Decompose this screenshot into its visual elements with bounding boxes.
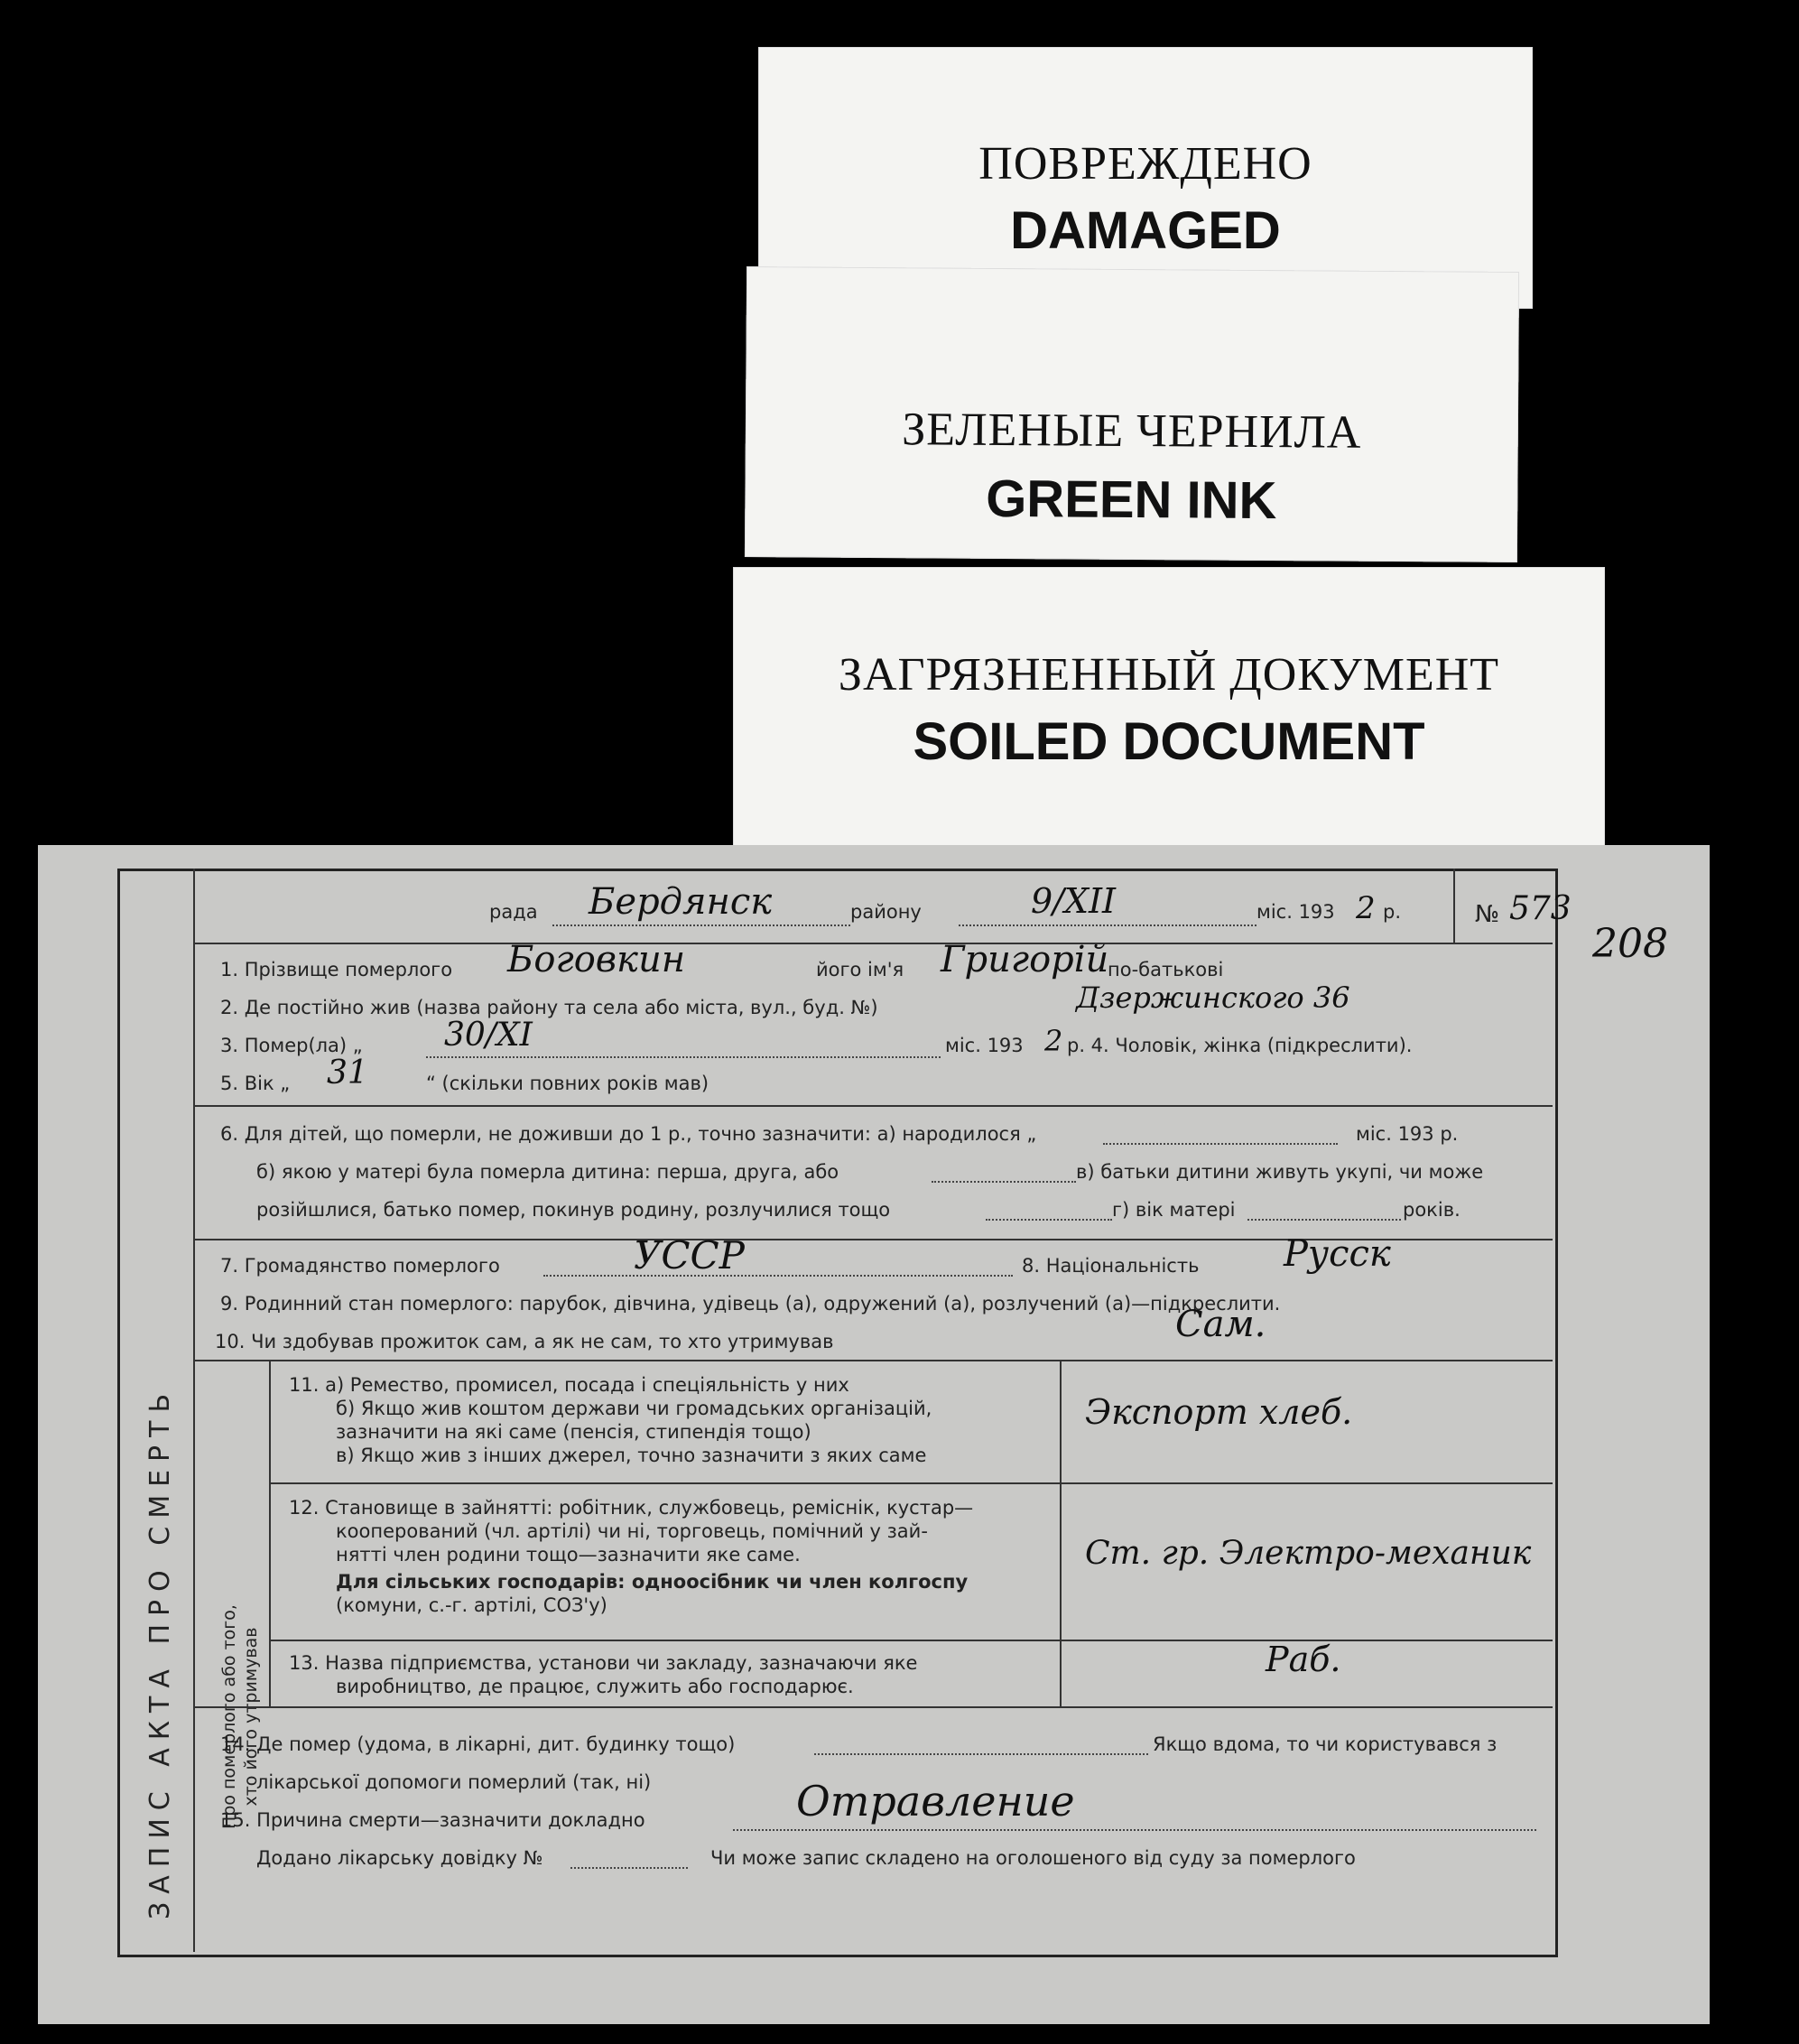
- row-12-line-5: (комуни, с.-г. артілі, СОЗ'у): [336, 1594, 607, 1616]
- side-number-handwritten: 208: [1592, 921, 1668, 967]
- damaged-label-ru: ПОВРЕЖДЕНО: [978, 138, 1312, 190]
- side-title: ЗАПИС АКТА ПРО СМЕРТЬ: [144, 1385, 176, 1919]
- rada-handwritten: Бердянск: [589, 881, 773, 923]
- occupation-inner-rule: [269, 1360, 271, 1706]
- row-6-dotline-2: [932, 1181, 1076, 1183]
- rada-label: рада: [489, 901, 538, 923]
- row-7-dotline: [543, 1275, 1013, 1277]
- nationality-handwritten: Русск: [1284, 1233, 1391, 1275]
- row-15-dotline: [733, 1829, 1536, 1831]
- occupation-handwritten: Экспорт хлеб.: [1085, 1392, 1353, 1432]
- row-10-label: 10. Чи здобував прожиток сам, а як не сам, то хто утримував: [215, 1331, 834, 1352]
- number-label: №: [1475, 901, 1500, 928]
- green-ink-label: [745, 266, 1519, 562]
- row-11-line-3: зазначити на які саме (пенсія, стипендія тощо): [336, 1421, 811, 1443]
- row-1-patronymic-label: по-батькові: [1108, 959, 1224, 980]
- row-6-mother-age: г) вік матері: [1112, 1199, 1236, 1221]
- occupation-value-rule: [1060, 1360, 1062, 1706]
- certificate-label: Додано лікарську довідку №: [256, 1847, 543, 1869]
- row-14-line-1: 14. Де помер (удома, в лікарні, дит. будинку тощо): [220, 1733, 736, 1755]
- court-record-label: Чи може запис складено на оголошеного від суду за померлого: [710, 1847, 1356, 1869]
- row-6-dotline-3: [986, 1219, 1112, 1221]
- section-rule-4: [193, 1706, 1553, 1708]
- soiled-document-label-en: SOILED DOCUMENT: [913, 712, 1425, 771]
- rayon-label: району: [850, 901, 922, 923]
- address-handwritten: Дзержинского 36: [1076, 980, 1350, 1015]
- row-6-dotline-1: [1103, 1143, 1338, 1145]
- row-6-line-1: 6. Для дітей, що померли, не доживши до 1 р., точно зазначити: а) народилося „: [220, 1123, 1037, 1145]
- soiled-document-label-ru: ЗАГРЯЗНЕННЫЙ ДОКУМЕНТ: [838, 649, 1500, 701]
- side-subtitle-line-1: Про померлого або того,: [219, 1604, 239, 1829]
- row-14-line-2: лікарської допомоги померлий (так, ні): [256, 1771, 652, 1793]
- age-handwritten: 31: [327, 1055, 368, 1092]
- row-2-label: 2. Де постійно жив (назва району та села або міста, вул., буд. №): [220, 997, 878, 1018]
- header-rule: [193, 943, 1553, 944]
- row-8-label: 8. Національність: [1022, 1255, 1200, 1277]
- row-11-line-4: в) Якщо жив з інших джерел, точно зазначити з яких саме: [336, 1445, 927, 1466]
- given-name-handwritten: Григорій: [941, 939, 1109, 980]
- row-14-line-1-end: Якщо вдома, то чи користувався з: [1153, 1733, 1498, 1755]
- year-suffix: р.: [1383, 901, 1402, 923]
- row-6-dotline-4: [1247, 1219, 1401, 1221]
- row-11-line-2: б) Якщо жив коштом держави чи громадських організацій,: [336, 1398, 932, 1419]
- row-15-label: 15. Причина смерти—зазначити докладно: [220, 1809, 645, 1831]
- section-rule-1: [193, 1105, 1553, 1107]
- death-year-handwritten: 2: [1044, 1024, 1063, 1058]
- death-date-handwritten: 30/XI: [444, 1017, 533, 1054]
- surname-handwritten: Боговкин: [507, 939, 686, 980]
- row-12-line-4: Для сільських господарів: одноосібник чи член колгоспу: [336, 1571, 969, 1593]
- number-box-rule: [1453, 869, 1455, 944]
- green-ink-label-en: GREEN INK: [985, 469, 1277, 531]
- row-6-line-1-end: міс. 193 р.: [1356, 1123, 1459, 1145]
- citizenship-handwritten: УССР: [634, 1233, 745, 1278]
- row-6-line-3: розійшлися, батько помер, покинув родину, розлучилися тощо: [256, 1199, 891, 1221]
- left-column-rule: [193, 869, 195, 1952]
- death-record-form: [38, 845, 1710, 2024]
- section-rule-3: [193, 1360, 1553, 1361]
- green-ink-label-ru: ЗЕЛЕНЫЕ ЧЕРНИЛА: [902, 404, 1362, 459]
- rada-dotline: [552, 924, 850, 926]
- date-handwritten: 9/XII: [1031, 881, 1117, 921]
- soiled-document-label: [733, 567, 1605, 854]
- row-12-line-3: нятті член родини тощо—зазначити яке саме.: [336, 1544, 801, 1566]
- row-13-line-2: виробництво, де працює, служить або господарює.: [336, 1676, 854, 1697]
- row-1-label: 1. Прізвище померлого: [220, 959, 453, 980]
- row-12-line-2: кооперований (чл. артілі) чи ні, торговець, помічний у зай-: [336, 1520, 928, 1542]
- row-3-sex-label: р. 4. Чоловік, жінка (підкреслити).: [1067, 1035, 1413, 1056]
- side-subtitle: [218, 1604, 262, 1829]
- row-13-line-1: 13. Назва підприємства, установи чи закладу, зазначаючи яке: [289, 1652, 918, 1674]
- row-5-note: “ (скільки повних років мав): [426, 1073, 709, 1094]
- support-handwritten: Сам.: [1175, 1304, 1266, 1345]
- cause-handwritten: Отравление: [796, 1777, 1075, 1826]
- damaged-label-en: DAMAGED: [1010, 201, 1281, 260]
- row-7-label: 7. Громадянство померлого: [220, 1255, 500, 1277]
- number-handwritten: 573: [1509, 890, 1572, 927]
- month-label: міс. 193: [1257, 901, 1335, 923]
- row-3-label: 3. Помер(ла) „: [220, 1035, 363, 1056]
- row-14-dotline: [814, 1753, 1148, 1755]
- workplace-handwritten: Раб.: [1266, 1640, 1341, 1679]
- occupation-rule-2: [269, 1640, 1553, 1641]
- row-12-line-1: 12. Становище в зайнятті: робітник, службовець, реміснік, кустар—: [289, 1497, 974, 1519]
- side-subtitle-line-2: хто його утримував: [241, 1627, 261, 1807]
- date-dotline: [959, 924, 1257, 926]
- row-11-line-1: 11. а) Ремество, промисел, посада і спеціяльність у них: [289, 1374, 849, 1396]
- year-handwritten: 2: [1356, 890, 1376, 926]
- employment-handwritten: Ст. гр. Электро-механик: [1085, 1535, 1532, 1572]
- row-3-month-label: міс. 193: [945, 1035, 1024, 1056]
- row-1-name-label: його ім'я: [816, 959, 904, 980]
- occupation-rule-1: [269, 1482, 1553, 1484]
- row-6-line-2: б) якою у матері була померла дитина: перша, друга, або: [256, 1161, 839, 1183]
- row-9-label: 9. Родинний стан померлого: парубок, дівчина, удівець (а), одружений (а), розлучений (а)—підкреслити.: [220, 1293, 1281, 1315]
- certificate-dotline: [570, 1867, 688, 1869]
- row-6-line-2-end: в) батьки дитини живуть укупі, чи може: [1076, 1161, 1484, 1183]
- death-date-dotline: [426, 1056, 941, 1058]
- row-5-label: 5. Вік „: [220, 1073, 291, 1094]
- row-6-years: років.: [1403, 1199, 1461, 1221]
